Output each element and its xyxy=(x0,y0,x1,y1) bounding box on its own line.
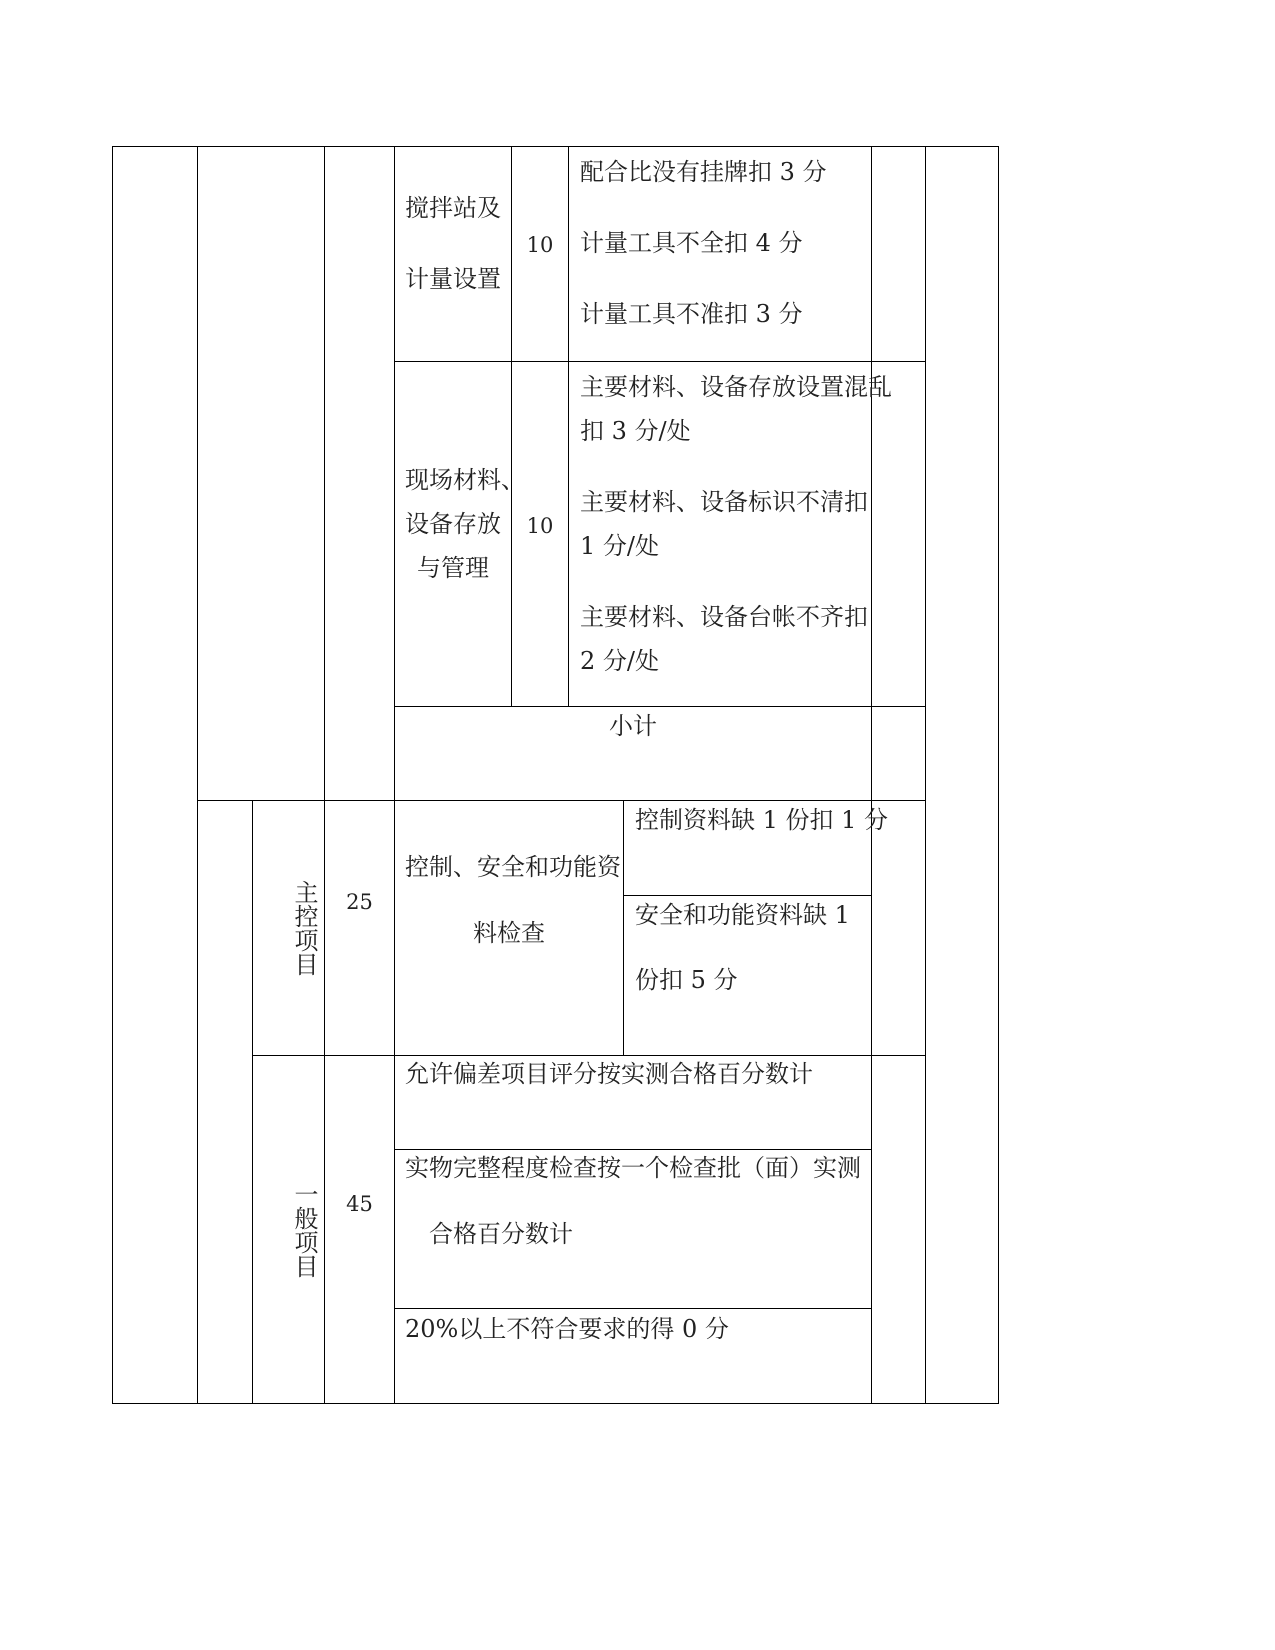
main-control-label: 主控项目 xyxy=(290,880,318,976)
criteria-text: 份扣 5 分 xyxy=(635,966,738,994)
table-left-border xyxy=(112,146,113,1404)
col-divider xyxy=(197,146,198,1404)
criteria-text: 1 分/处 xyxy=(580,532,659,560)
item-label: 与管理 xyxy=(417,554,489,582)
criteria-text: 计量工具不全扣 4 分 xyxy=(580,229,803,257)
table-top-border xyxy=(112,146,999,147)
criteria-text: 2 分/处 xyxy=(580,647,659,675)
criteria-text: 安全和功能资料缺 1 xyxy=(635,901,850,929)
criteria-text: 配合比没有挂牌扣 3 分 xyxy=(580,158,827,186)
general-label: 一般项目 xyxy=(290,1182,318,1278)
col-divider xyxy=(925,146,926,1404)
criteria-text: 实物完整程度检查按一个检查批（面）实测 xyxy=(405,1154,861,1182)
item-label: 控制、安全和功能资 xyxy=(405,853,621,881)
row-divider xyxy=(197,800,926,801)
score-value: 10 xyxy=(526,514,554,538)
criteria-text: 扣 3 分/处 xyxy=(580,417,691,445)
criteria-text: 允许偏差项目评分按实测合格百分数计 xyxy=(405,1060,813,1088)
score-value: 25 xyxy=(346,890,373,914)
subtotal-label: 小计 xyxy=(609,712,657,740)
row-divider xyxy=(394,706,926,707)
item-label: 搅拌站及 xyxy=(405,194,501,222)
col-divider xyxy=(252,800,253,1404)
score-value: 45 xyxy=(346,1192,373,1216)
criteria-text: 主要材料、设备台帐不齐扣 xyxy=(580,603,868,631)
criteria-text: 主要材料、设备存放设置混乱 xyxy=(580,373,892,401)
col-divider xyxy=(568,146,569,707)
row-divider xyxy=(394,361,926,362)
col-divider xyxy=(394,146,395,1404)
item-label: 料检查 xyxy=(473,919,545,947)
row-divider xyxy=(623,895,872,896)
criteria-text: 20%以上不符合要求的得 0 分 xyxy=(405,1315,729,1343)
row-divider xyxy=(394,1308,872,1309)
criteria-text: 主要材料、设备标识不清扣 xyxy=(580,488,868,516)
criteria-text: 计量工具不准扣 3 分 xyxy=(580,300,803,328)
col-divider xyxy=(871,146,872,1404)
criteria-text: 控制资料缺 1 份扣 1 分 xyxy=(635,806,889,834)
table-right-border xyxy=(998,146,999,1404)
col-divider xyxy=(623,800,624,1055)
table-bottom-border xyxy=(112,1403,999,1404)
row-divider xyxy=(394,1149,872,1150)
item-label: 现场材料、 xyxy=(405,466,525,494)
criteria-text: 合格百分数计 xyxy=(429,1220,573,1248)
item-label: 设备存放 xyxy=(405,510,501,538)
score-value: 10 xyxy=(526,233,554,257)
item-label: 计量设置 xyxy=(405,265,501,293)
row-divider xyxy=(252,1055,926,1056)
